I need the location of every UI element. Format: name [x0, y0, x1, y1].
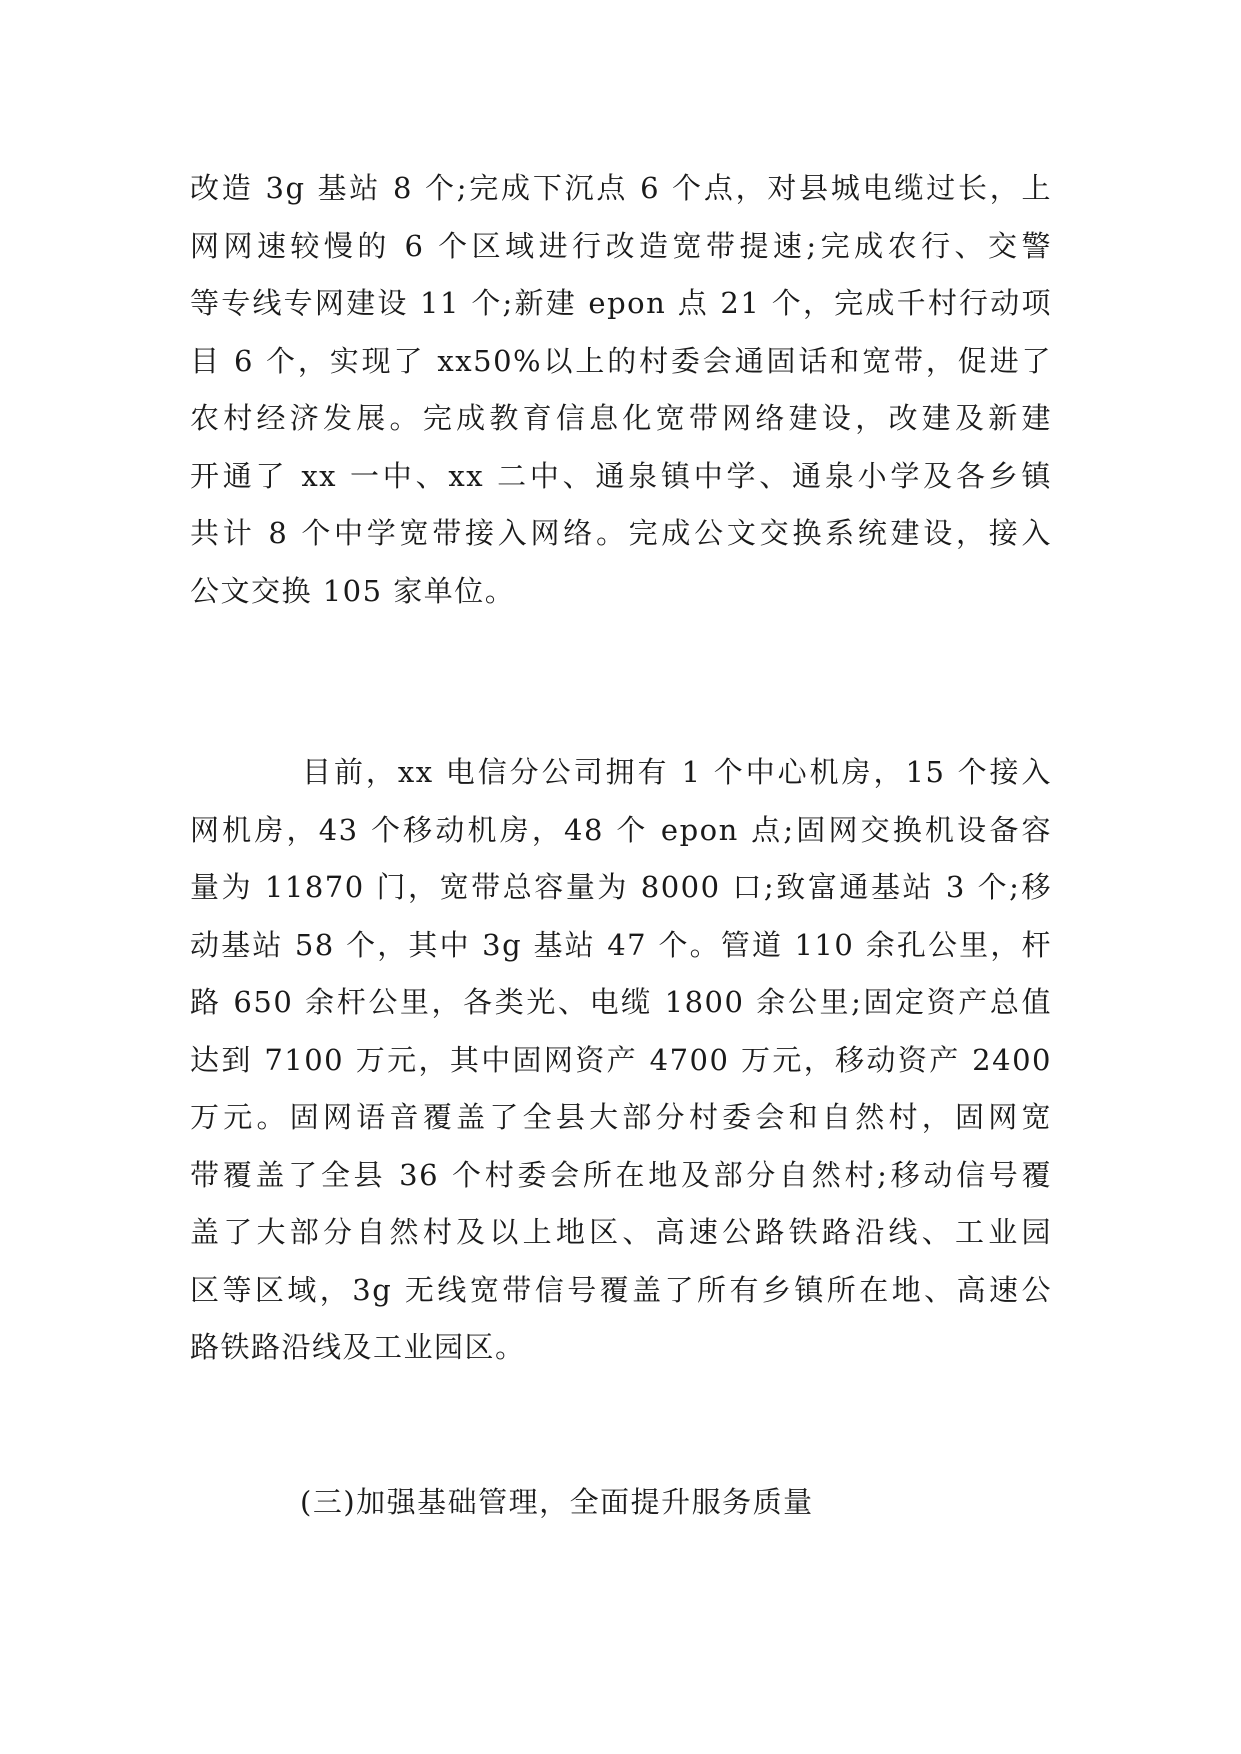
paragraph-line: 量为 11870 门，宽带总容量为 8000 口;致富通基站 3 个;移 [190, 870, 1052, 904]
paragraph-line: 等专线专网建设 11 个;新建 epon 点 21 个，完成千村行动项 [190, 286, 1052, 320]
paragraph-line: 区等区域，3g 无线宽带信号覆盖了所有乡镇所在地、高速公 [190, 1272, 1052, 1307]
paragraph-2 [190, 744, 1052, 1377]
paragraph-line: 动基站 58 个，其中 3g 基站 47 个。管道 110 余孔公里，杆 [190, 927, 1052, 962]
paragraph-line: 公文交换 105 家单位。 [190, 573, 516, 608]
paragraph-line: 网机房，43 个移动机房，48 个 epon 点;固网交换机设备容 [190, 812, 1052, 847]
paragraph-line: 带覆盖了全县 36 个村委会所在地及部分自然村;移动信号覆 [190, 1157, 1052, 1192]
paragraph-line: 目前，xx 电信分公司拥有 1 个中心机房，15 个接入 [302, 755, 1052, 789]
section-heading [300, 1474, 1000, 1532]
section-heading-text: (三)加强基础管理，全面提升服务质量 [300, 1485, 814, 1519]
paragraph-line: 农村经济发展。完成教育信息化宽带网络建设，改建及新建 [190, 401, 1052, 435]
paragraph-1 [190, 160, 1052, 620]
paragraph-line: 开通了 xx 一中、xx 二中、通泉镇中学、通泉小学及各乡镇 [190, 458, 1052, 493]
paragraph-line: 目 6 个，实现了 xx50%以上的村委会通固话和宽带，促进了 [190, 343, 1052, 378]
paragraph-line: 网网速较慢的 6 个区域进行改造宽带提速;完成农行、交警 [190, 228, 1052, 263]
paragraph-line: 路铁路沿线及工业园区。 [190, 1330, 526, 1364]
paragraph-line: 改造 3g 基站 8 个;完成下沉点 6 个点，对县城电缆过长，上 [190, 171, 1052, 205]
paragraph-line: 路 650 余杆公里，各类光、电缆 1800 余公里;固定资产总值 [190, 985, 1052, 1019]
paragraph-line: 共计 8 个中学宽带接入网络。完成公文交换系统建设，接入 [190, 516, 1052, 550]
paragraph-line: 万元。固网语音覆盖了全县大部分村委会和自然村，固网宽 [190, 1100, 1052, 1134]
paragraph-line: 盖了大部分自然村及以上地区、高速公路铁路沿线、工业园 [190, 1215, 1052, 1249]
paragraph-line: 达到 7100 万元，其中固网资产 4700 万元，移动资产 2400 [190, 1042, 1052, 1077]
